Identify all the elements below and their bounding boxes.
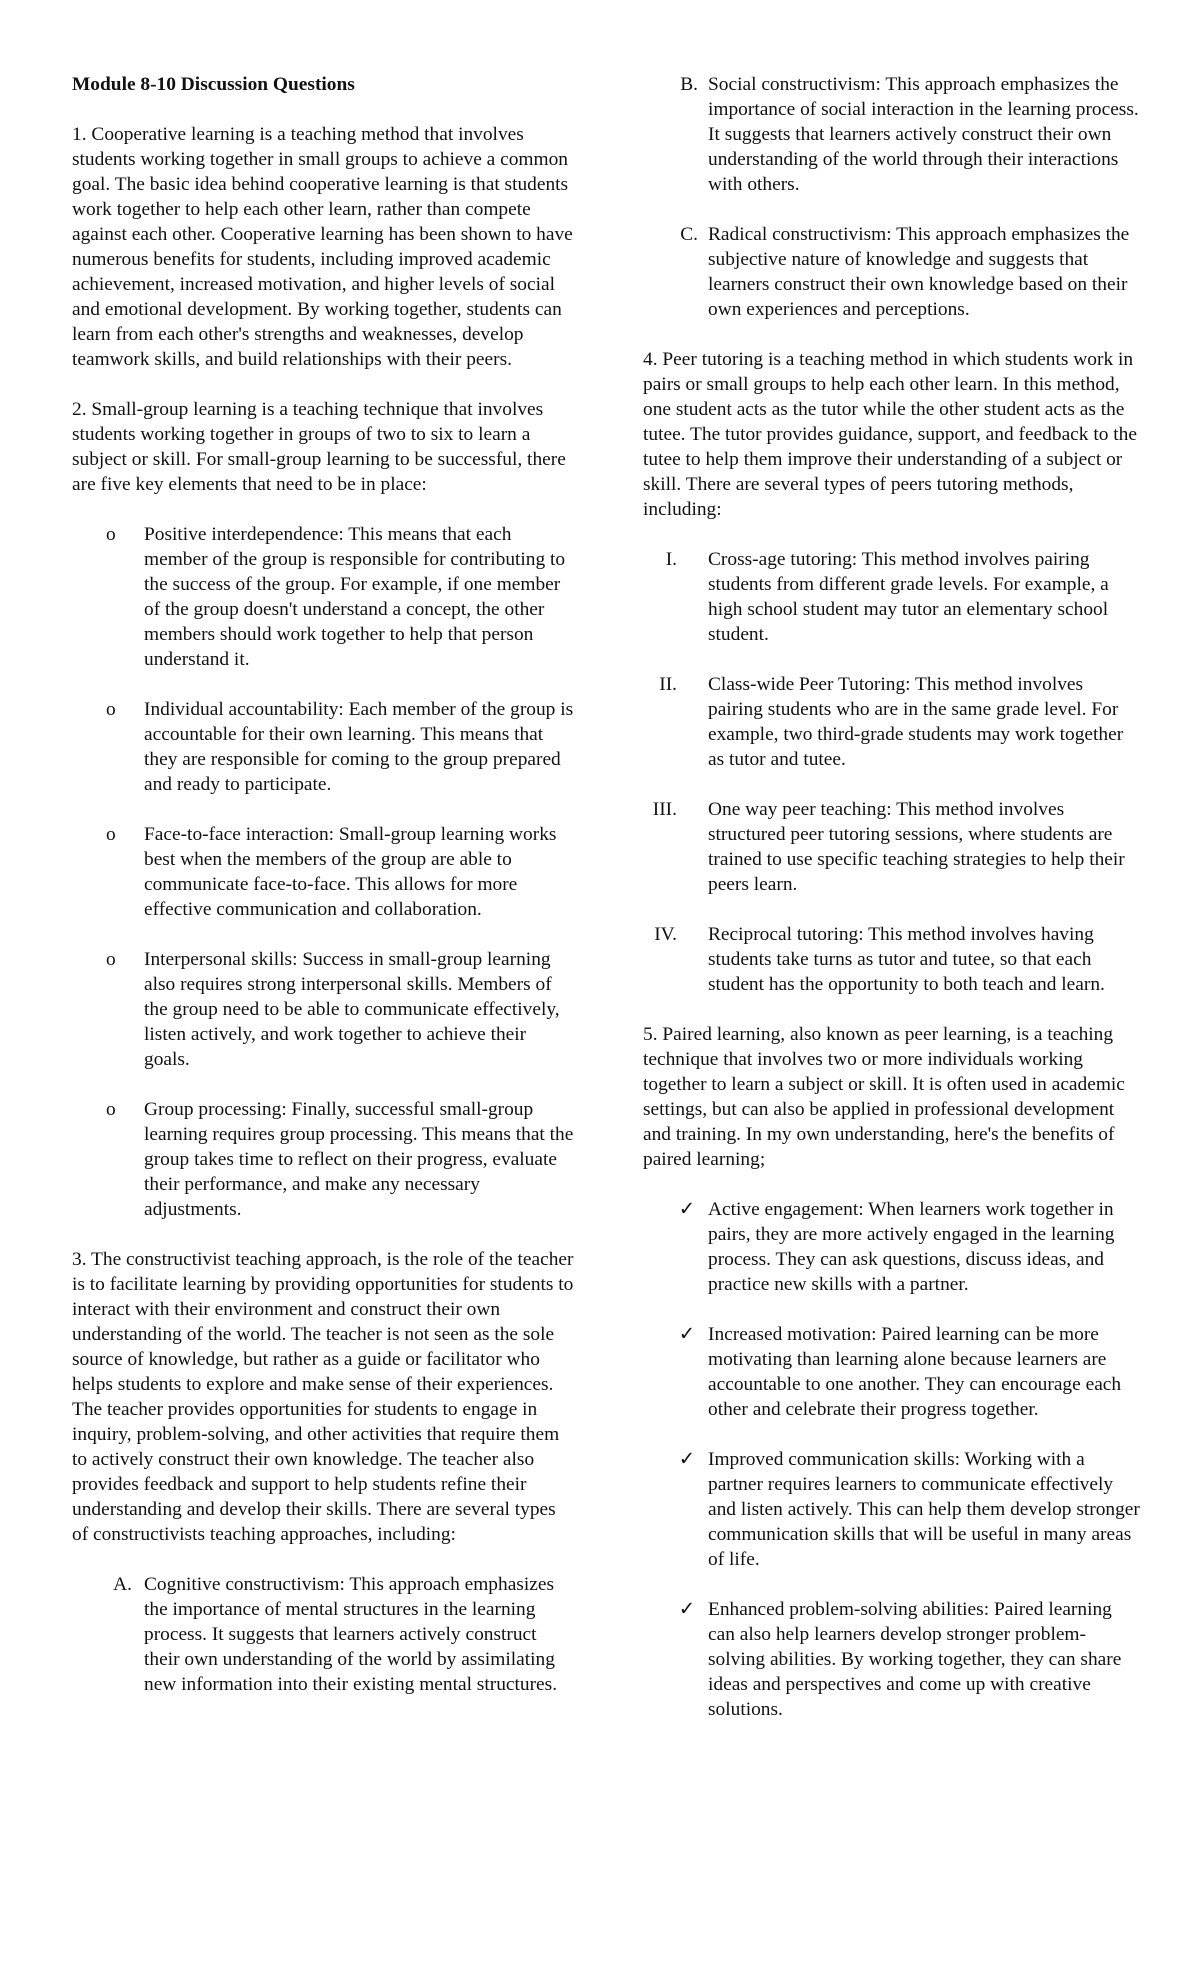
bullet-circle-icon: o [106, 1099, 116, 1120]
list-item [643, 1597, 1141, 1722]
checkmark-icon: ✓ [678, 1199, 695, 1220]
bullet-circle-icon: o [106, 949, 116, 970]
list-item-text: Improved communication skills: Working with a partner requires learners to communicate effectively and listen actively. This can help them develop stronger communication skills that will be useful in many areas of life. [708, 1449, 1140, 1570]
checkmark-icon: ✓ [678, 1324, 695, 1345]
list-marker: B. [680, 74, 698, 95]
question-1-text: 1. Cooperative learning is a teaching method that involves students working together in small groups to achieve a common goal. The basic idea behind cooperative learning is that students work together to help each other learn, rather than compete against each other. Cooperative learning has been shown to have numerous benefits for students, including improved academic achievement, increased motivation, and higher levels of social and emotional development. By working together, students can learn from each other's strengths and weaknesses, develop teamwork skills, and build relationships with their peers. [72, 124, 573, 370]
question-2-intro: 2. Small-group learning is a teaching technique that involves students working together in groups of two to six to learn a subject or skill. For small-group learning to be successful, there are five key elements that need to be in place: [72, 399, 566, 495]
list-item [643, 222, 1141, 322]
list-item [72, 1097, 576, 1222]
question-4-intro: 4. Peer tutoring is a teaching method in which students work in pairs or small groups to help each other learn. In this method, one student acts as the tutor while the other student acts as the tutee. The tutor provides guidance, support, and feedback to the tutee to help them improve their understanding of a subject or skill. There are several types of peers tutoring methods, including: [643, 349, 1137, 520]
list-item-text: Increased motivation: Paired learning can be more motivating than learning alone because learners are accountable to one another. They can encourage each other and celebrate their progress together. [708, 1324, 1122, 1420]
list-marker: A. [113, 1574, 132, 1595]
list-item-text: Positive interdependence: This means that each member of the group is responsible for contributing to the success of the group. For example, if one member of the group doesn't understand a concept, the other members should work together to help that person understand it. [144, 524, 566, 670]
question-3-intro: 3. The constructivist teaching approach, is the role of the teacher is to facilitate learning by providing opportunities for students to interact with their environment and construct their own understanding of the world. The teacher is not seen as the sole source of knowledge, but rather as a guide or facilitator who helps students to explore and make sense of their experiences. The teacher provides opportunities for students to engage in inquiry, problem-solving, and other activities that require them to actively construct their own knowledge. The teacher also provides feedback and support to help students refine their understanding and develop their skills. There are several types of constructivists teaching approaches, including: [72, 1249, 574, 1545]
left-column [72, 72, 576, 1722]
document-title: Module 8-10 Discussion Questions [72, 74, 355, 95]
bullet-circle-icon: o [106, 524, 116, 545]
bullet-circle-icon: o [106, 699, 116, 720]
list-item [643, 72, 1141, 197]
list-item [643, 1447, 1141, 1572]
list-item [72, 947, 576, 1072]
list-item [643, 922, 1141, 997]
list-item [643, 672, 1141, 772]
right-column [643, 72, 1141, 1747]
list-item-text: Individual accountability: Each member of the group is accountable for their own learning. This means that they are responsible for coming to the group prepared and ready to participate. [144, 699, 574, 795]
bullet-circle-icon: o [106, 824, 116, 845]
list-marker: I. [665, 549, 677, 570]
list-item [643, 1322, 1141, 1422]
list-item-text: Radical constructivism: This approach emphasizes the subjective nature of knowledge and suggests that learners construct their own knowledge based on their own experiences and perceptions. [708, 224, 1130, 320]
list-item [72, 822, 576, 922]
list-item [643, 1197, 1141, 1297]
list-item-text: Interpersonal skills: Success in small-group learning also requires strong interpersonal skills. Members of the group need to be able to communicate effectively, listen actively, and work together to achieve their goals. [144, 949, 560, 1070]
list-marker: III. [652, 799, 677, 820]
list-item-text: Active engagement: When learners work together in pairs, they are more actively engaged in the learning process. They can ask questions, discuss ideas, and practice new skills with a partner. [708, 1199, 1115, 1295]
list-item-text: Cross-age tutoring: This method involves pairing students from different grade levels. For example, a high school student may tutor an elementary school student. [708, 549, 1109, 645]
question-2-list [72, 522, 576, 1222]
list-item-text: Class-wide Peer Tutoring: This method involves pairing students who are in the same grade level. For example, two third-grade students may work together as tutor and tutee. [708, 674, 1124, 770]
list-item [72, 697, 576, 797]
checkmark-icon: ✓ [678, 1449, 695, 1470]
list-item [643, 547, 1141, 647]
list-item [72, 522, 576, 672]
list-item-text: One way peer teaching: This method involves structured peer tutoring sessions, where students are trained to use specific teaching strategies to help their peers learn. [708, 799, 1125, 895]
list-item-text: Face-to-face interaction: Small-group learning works best when the members of the group are able to communicate face-to-face. This allows for more effective communication and collaboration. [144, 824, 557, 920]
list-marker: C. [680, 224, 698, 245]
list-item [643, 797, 1141, 897]
list-item-text: Group processing: Finally, successful small-group learning requires group processing. This means that the group takes time to reflect on their progress, evaluate their performance, and make any necessary adjustments. [144, 1099, 574, 1220]
question-3-list-right [643, 72, 1141, 322]
list-item-text: Cognitive constructivism: This approach emphasizes the importance of mental structures in the learning process. It suggests that learners actively construct their own understanding of the world by assimilating new information into their existing mental structures. [144, 1574, 558, 1695]
question-4-list [643, 547, 1141, 997]
list-item-text: Reciprocal tutoring: This method involves having students take turns as tutor and tutee, so that each student has the opportunity to both teach and learn. [708, 924, 1105, 995]
list-item-text: Social constructivism: This approach emphasizes the importance of social interaction in the learning process. It suggests that learners actively construct their own understanding of the world through their interactions with others. [708, 74, 1139, 195]
checkmark-icon: ✓ [678, 1599, 695, 1620]
question-5-intro: 5. Paired learning, also known as peer learning, is a teaching technique that involves two or more individuals working together to learn a subject or skill. It is often used in academic settings, but can also be applied in professional development and training. In my own understanding, here's the benefits of paired learning; [643, 1024, 1125, 1170]
list-marker: II. [659, 674, 677, 695]
list-item-text: Enhanced problem-solving abilities: Paired learning can also help learners develop stronger problem-solving abilities. By working together, they can share ideas and perspectives and come up with creative solutions. [708, 1599, 1122, 1720]
list-item [72, 1572, 576, 1697]
list-marker: IV. [654, 924, 677, 945]
question-3-list-left [72, 1572, 576, 1697]
question-5-list [643, 1197, 1141, 1722]
